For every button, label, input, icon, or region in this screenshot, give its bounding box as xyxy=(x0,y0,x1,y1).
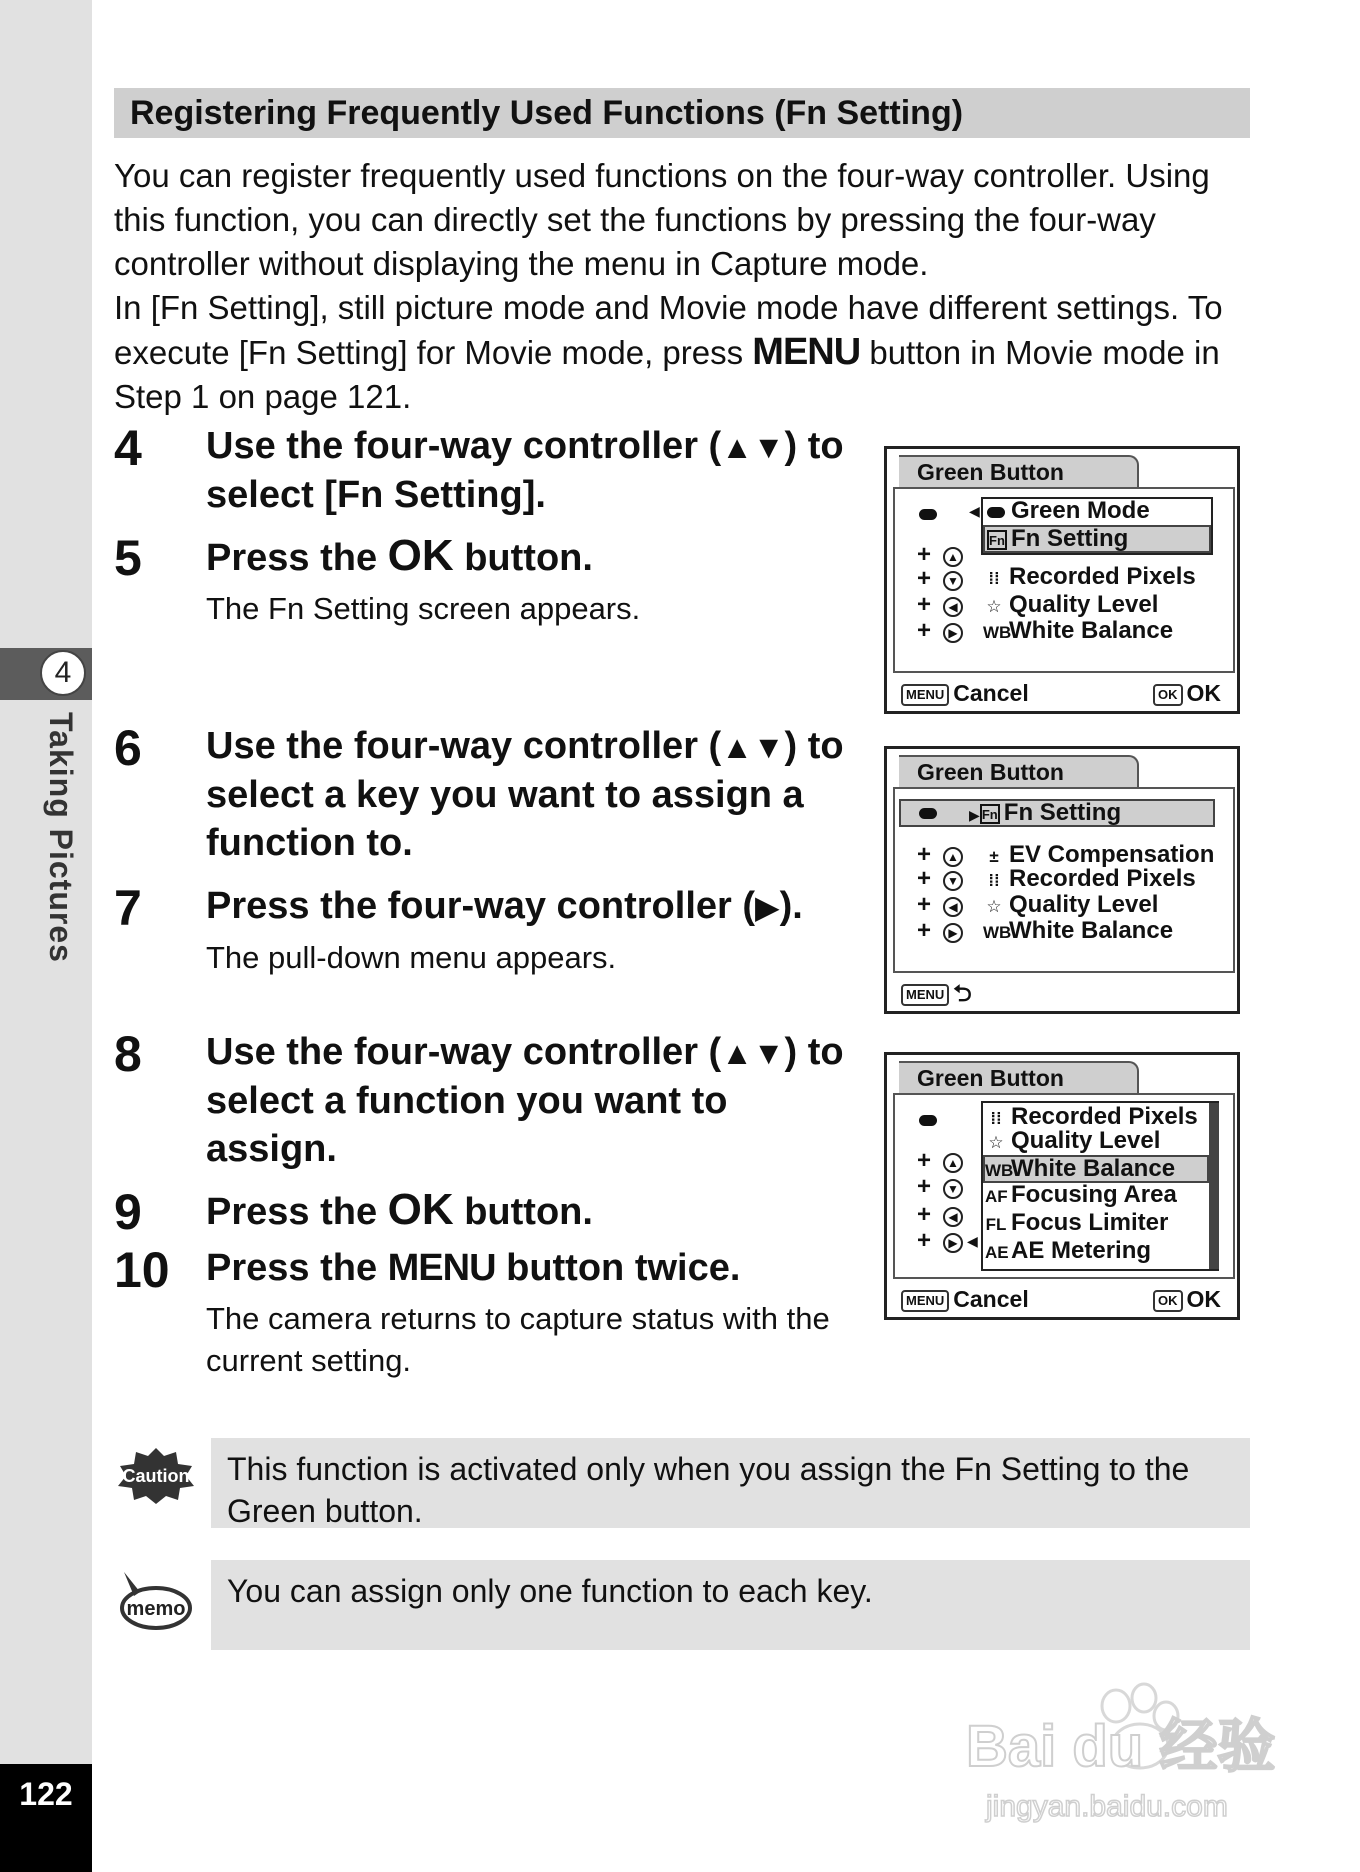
recorded-pixels-icon: ⁞⁞ xyxy=(988,871,1000,890)
caution-note: This function is activated only when you assign the Fn Setting to the Green button. xyxy=(211,1438,1250,1528)
menu-key-icon: MENU xyxy=(901,984,949,1006)
right-key-icon: ▶ xyxy=(943,1233,963,1253)
plus-icon: + xyxy=(917,617,932,644)
step-title: Use the four-way controller (▲▼) to select [Fn Setting]. xyxy=(206,425,844,516)
recorded-pixels-icon: ⁞⁞ xyxy=(990,1109,1002,1128)
ok-button-word: OK xyxy=(387,531,454,580)
screen-tab: Green Button xyxy=(899,1061,1139,1093)
cancel-button[interactable]: Cancel xyxy=(953,1286,1029,1312)
step-description: The Fn Setting screen appears. xyxy=(206,591,641,626)
memo-icon xyxy=(116,1566,192,1632)
popup-item-recorded-pixels[interactable]: ⁞⁞ Recorded Pixels xyxy=(985,1103,1198,1131)
popup-item-green-mode[interactable]: Green Mode xyxy=(987,497,1150,525)
plus-icon: + xyxy=(917,565,932,592)
menu-button-word: MENU xyxy=(752,331,861,373)
step-6 xyxy=(114,722,854,867)
step-8 xyxy=(114,1028,854,1173)
section-title: Registering Frequently Used Functions (Fn Setting) xyxy=(114,88,1250,138)
ok-button-word: OK xyxy=(387,1185,454,1234)
left-key-icon: ◀ xyxy=(943,1207,963,1227)
step-9 xyxy=(114,1184,854,1240)
focusing-area-icon: AF xyxy=(985,1187,1008,1206)
popup-item-white-balance[interactable]: WBWhite Balance xyxy=(985,1155,1175,1183)
plus-icon: + xyxy=(917,1147,932,1174)
plus-icon: + xyxy=(917,1173,932,1200)
menu-row-quality-level[interactable]: ☆ Quality Level xyxy=(983,891,1158,919)
baidu-paw-icon xyxy=(966,1676,1296,1826)
step-number: 10 xyxy=(114,1242,170,1298)
plus-icon: + xyxy=(917,841,932,868)
menu-row-white-balance[interactable]: WBWhite Balance xyxy=(983,917,1173,945)
fn-icon: Fn xyxy=(987,530,1007,550)
svg-text:jingyan.baidu.com: jingyan.baidu.com xyxy=(986,1790,1228,1823)
popup-item-quality-level[interactable]: ☆ Quality Level xyxy=(985,1127,1160,1155)
chapter-number: 4 xyxy=(40,650,86,696)
step-description: The camera returns to capture status with the current setting. xyxy=(206,1301,830,1378)
svg-text:Bai du 经验: Bai du 经验 xyxy=(966,1714,1276,1779)
ok-key-icon: OK xyxy=(1153,1290,1183,1312)
selected-fn-setting[interactable]: ▶ Fn Fn Setting xyxy=(969,799,1122,826)
step-description: The pull-down menu appears. xyxy=(206,940,617,975)
step-number: 6 xyxy=(114,720,142,776)
ok-button[interactable]: OK OK xyxy=(1153,679,1221,707)
green-button-icon xyxy=(919,808,937,819)
popup-item-focusing-area[interactable]: AF Focusing Area xyxy=(985,1181,1177,1209)
green-mode-icon xyxy=(987,507,1005,518)
down-key-icon: ▼ xyxy=(943,1179,963,1199)
step-10 xyxy=(114,1244,854,1382)
caution-icon xyxy=(116,1446,196,1506)
left-triangle-icon: ◀ xyxy=(967,1233,978,1249)
step-title: Press the MENU button twice. xyxy=(206,1247,741,1289)
recorded-pixels-icon: ⁞⁞ xyxy=(988,569,1000,588)
step-number: 7 xyxy=(114,880,142,936)
up-key-icon: ▲ xyxy=(943,547,963,567)
menu-row-recorded-pixels[interactable]: ⁞⁞ Recorded Pixels xyxy=(983,865,1196,893)
camera-screen-2 xyxy=(884,746,1240,1014)
plus-icon: + xyxy=(917,891,932,918)
cancel-button[interactable]: Cancel xyxy=(953,680,1029,706)
step-5 xyxy=(114,532,854,630)
svg-text:memo: memo xyxy=(126,1598,186,1620)
screen-footer xyxy=(901,979,1221,1007)
baidu-watermark xyxy=(966,1676,1296,1826)
step-7 xyxy=(114,882,854,979)
step-title: Press the four-way controller (▶). xyxy=(206,885,803,927)
ok-key-icon: OK xyxy=(1153,684,1183,706)
intro-paragraph-1: You can register frequently used functions on the four-way controller. Using this function, you can directly set the functions by pressing the four-way controller without displaying the menu in Capture mode. xyxy=(114,157,1210,282)
right-arrow-icon: ▶ xyxy=(755,889,780,925)
ev-compensation-icon: ± xyxy=(989,847,999,866)
step-title: Use the four-way controller (▲▼) to select a function you want to assign. xyxy=(206,1031,844,1170)
camera-screen-1 xyxy=(884,446,1240,714)
left-triangle-icon: ◀ xyxy=(969,503,980,519)
up-key-icon: ▲ xyxy=(943,847,963,867)
intro-text xyxy=(114,154,1264,419)
step-title: Use the four-way controller (▲▼) to select a key you want to assign a function to. xyxy=(206,725,844,864)
step-number: 4 xyxy=(114,420,142,476)
plus-icon: + xyxy=(917,865,932,892)
page-number: 122 xyxy=(19,1776,73,1812)
menu-key-icon: MENU xyxy=(901,684,949,706)
quality-level-icon: ☆ xyxy=(986,597,1002,616)
up-down-arrow-icon: ▲▼ xyxy=(721,429,785,465)
screen-tab: Green Button xyxy=(899,755,1139,787)
right-key-icon: ▶ xyxy=(943,623,963,643)
ok-button[interactable]: OK OK xyxy=(1153,1285,1221,1313)
menu-row-recorded-pixels[interactable]: ⁞⁞ Recorded Pixels xyxy=(983,563,1196,591)
screen-footer xyxy=(901,1285,1221,1313)
quality-level-icon: ☆ xyxy=(988,1133,1004,1152)
popup-item-ae-metering[interactable]: AEAE Metering xyxy=(985,1237,1151,1265)
plus-icon: + xyxy=(917,1201,932,1228)
fn-icon: Fn xyxy=(980,804,1000,824)
menu-row-white-balance[interactable]: WBWhite Balance xyxy=(983,617,1173,645)
down-key-icon: ▼ xyxy=(943,871,963,891)
up-down-arrow-icon: ▲▼ xyxy=(721,729,785,765)
right-triangle-icon: ▶ xyxy=(969,807,980,823)
up-key-icon: ▲ xyxy=(943,1153,963,1173)
quality-level-icon: ☆ xyxy=(986,897,1002,916)
camera-screen-3 xyxy=(884,1052,1240,1320)
step-number: 8 xyxy=(114,1026,142,1082)
white-balance-icon: WB xyxy=(985,1161,1014,1180)
menu-key-icon: MENU xyxy=(901,1290,949,1312)
down-key-icon: ▼ xyxy=(943,571,963,591)
back-icon[interactable]: ⮌ xyxy=(953,980,972,1006)
chapter-title: Taking Pictures xyxy=(43,712,79,963)
plus-icon: + xyxy=(917,541,932,568)
intro-paragraph-2: In [Fn Setting], still picture mode and Movie mode have different settings. To execute [Fn Setting] for Movie mode, press MENU button in Movie mode in Step 1 on page 121. xyxy=(114,289,1223,415)
plus-icon: + xyxy=(917,1227,932,1254)
popup-item-fn-setting[interactable]: Fn Fn Setting xyxy=(987,525,1128,553)
focus-limiter-icon: FL xyxy=(985,1215,1007,1234)
left-key-icon: ◀ xyxy=(943,897,963,917)
left-key-icon: ◀ xyxy=(943,597,963,617)
menu-row-ev-compensation[interactable]: ± EV Compensation xyxy=(983,841,1214,869)
scrollbar[interactable] xyxy=(1209,1103,1219,1269)
ae-metering-icon: AE xyxy=(985,1243,1009,1262)
plus-icon: + xyxy=(917,917,932,944)
step-title: Press the OK button. xyxy=(206,1185,593,1234)
screen-footer xyxy=(901,679,1221,707)
screen-tab: Green Button xyxy=(899,455,1139,487)
step-number: 9 xyxy=(114,1184,142,1240)
step-4 xyxy=(114,422,854,519)
right-key-icon: ▶ xyxy=(943,923,963,943)
menu-button-word: MENU xyxy=(387,1247,496,1289)
step-number: 5 xyxy=(114,530,142,586)
plus-icon: + xyxy=(917,591,932,618)
menu-row-quality-level[interactable]: ☆ Quality Level xyxy=(983,591,1158,619)
green-button-icon xyxy=(919,509,937,520)
white-balance-icon: WB xyxy=(983,923,1012,942)
svg-text:Caution: Caution xyxy=(122,1466,190,1486)
popup-item-focus-limiter[interactable]: FL Focus Limiter xyxy=(985,1209,1168,1237)
memo-note: You can assign only one function to each key. xyxy=(211,1560,1250,1650)
white-balance-icon: WB xyxy=(983,623,1012,642)
up-down-arrow-icon: ▲▼ xyxy=(721,1035,785,1071)
green-button-icon xyxy=(919,1115,937,1126)
step-title: Press the OK button. xyxy=(206,531,593,580)
